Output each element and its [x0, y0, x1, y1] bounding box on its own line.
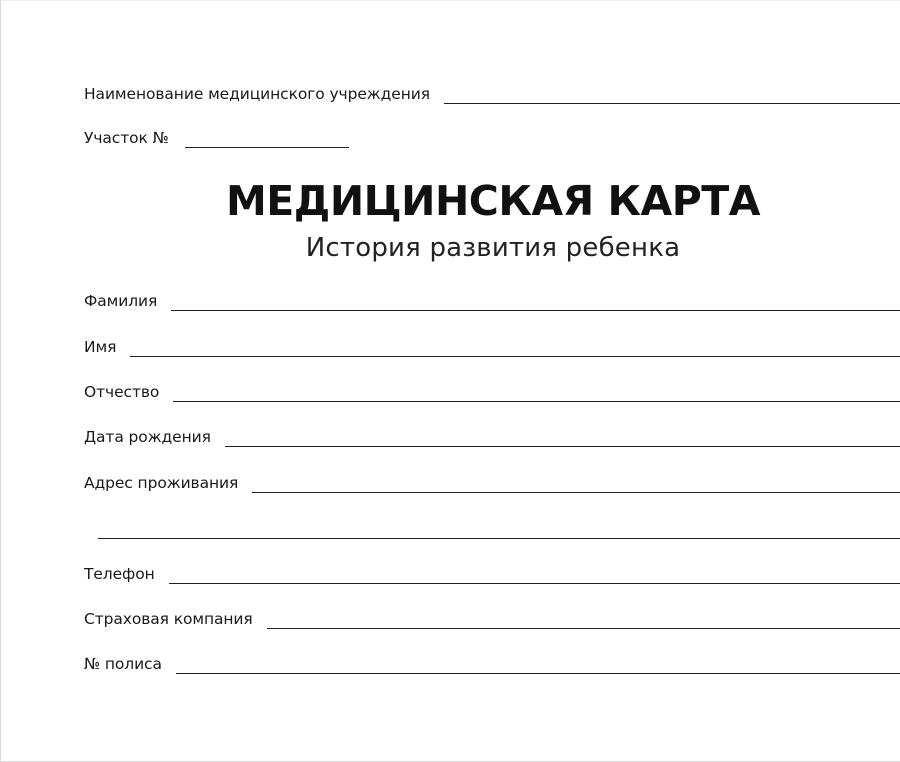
patronymic-label: Отчество: [84, 383, 160, 401]
district-blank-line[interactable]: [185, 130, 349, 148]
name-label: Имя: [84, 338, 117, 356]
address-continuation-line[interactable]: [98, 521, 900, 539]
surname-row: [84, 287, 900, 311]
name-blank-line[interactable]: [130, 339, 900, 357]
birthdate-label: Дата рождения: [84, 428, 211, 446]
address-row: [84, 469, 900, 493]
birthdate-blank-line[interactable]: [225, 429, 900, 447]
district-row: [84, 124, 349, 148]
institution-row: [84, 80, 900, 104]
institution-blank-line[interactable]: [444, 86, 900, 104]
address-label: Адрес проживания: [84, 474, 239, 492]
address-continuation-row: [90, 515, 900, 539]
policy-blank-line[interactable]: [176, 656, 900, 674]
insurance-row: [84, 605, 900, 629]
phone-label: Телефон: [84, 565, 155, 583]
document-title: МЕДИЦИНСКАЯ КАРТА: [226, 177, 760, 225]
insurance-blank-line[interactable]: [267, 611, 900, 629]
patronymic-row: [84, 378, 900, 402]
name-row: [84, 333, 900, 357]
surname-label: Фамилия: [84, 292, 158, 310]
document-subtitle: История развития ребенка: [305, 233, 681, 263]
policy-label: № полиса: [84, 655, 162, 673]
insurance-label: Страховая компания: [84, 610, 253, 628]
institution-label: Наименование медицинского учреждения: [84, 85, 430, 103]
phone-blank-line[interactable]: [169, 566, 900, 584]
birthdate-row: [84, 423, 900, 447]
patronymic-blank-line[interactable]: [173, 384, 900, 402]
surname-blank-line[interactable]: [171, 293, 900, 311]
policy-row: [84, 650, 900, 674]
phone-row: [84, 560, 900, 584]
address-blank-line[interactable]: [252, 475, 900, 493]
district-label: Участок №: [84, 129, 169, 147]
